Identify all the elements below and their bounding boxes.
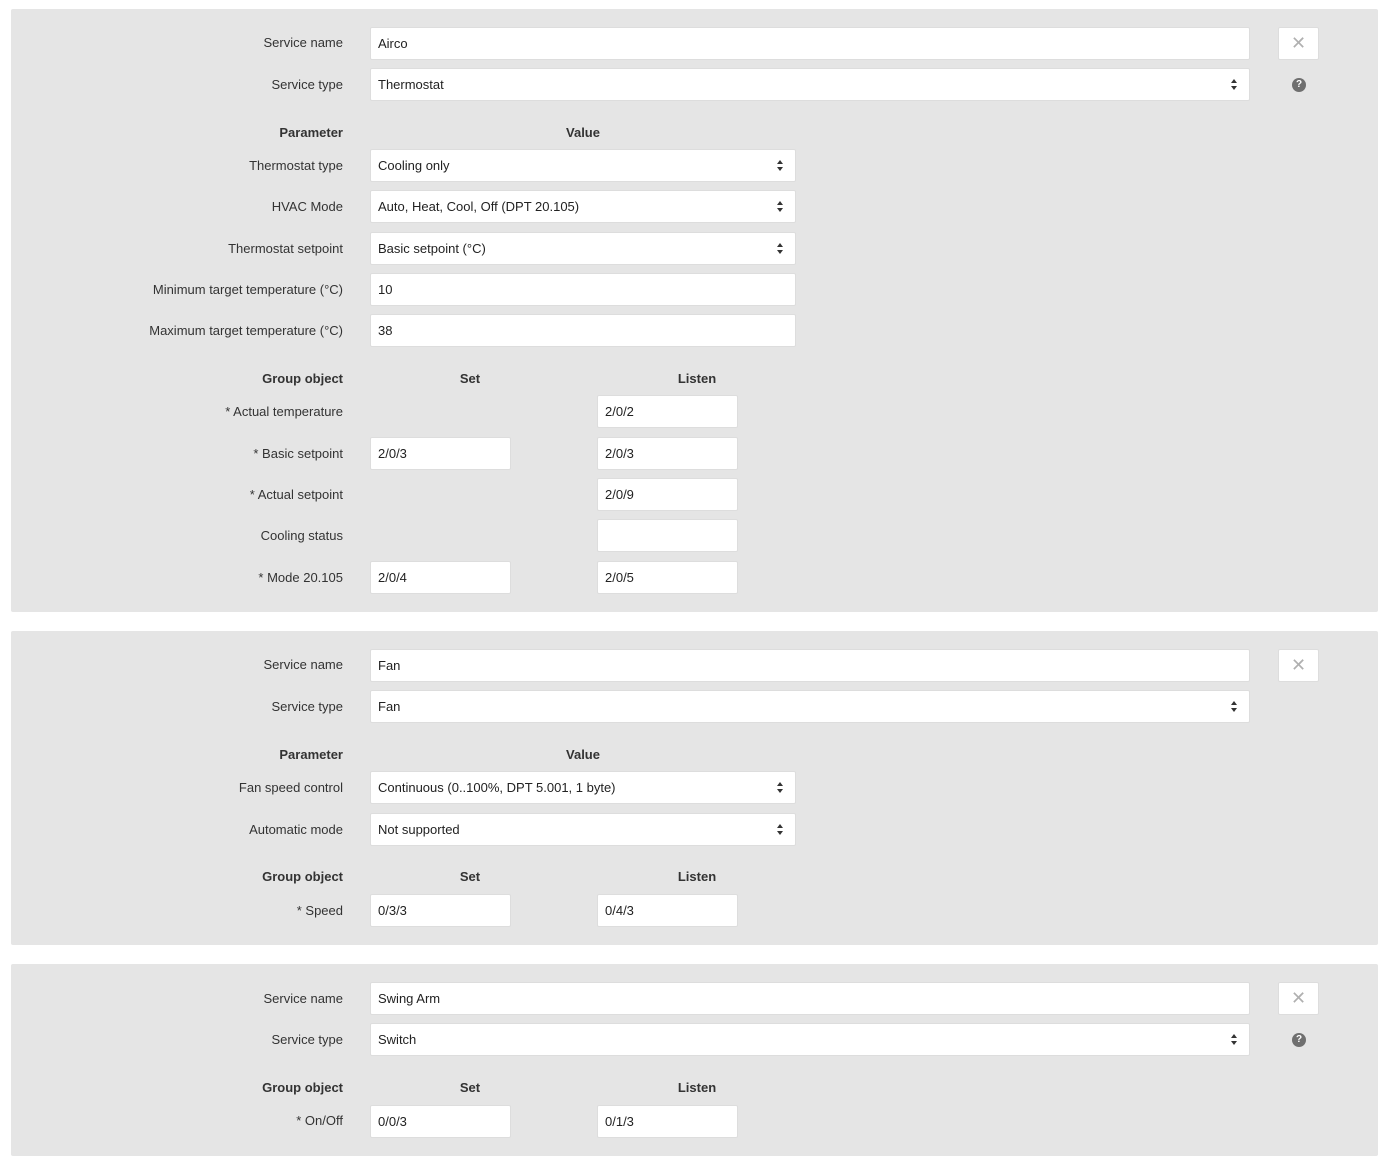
service-type-select[interactable]: Fan	[370, 690, 1250, 723]
service-type-select[interactable]: Switch	[370, 1023, 1250, 1056]
listen-address-input[interactable]: 0/4/3	[597, 894, 738, 927]
listen-header: Listen	[677, 371, 717, 386]
close-icon: ✕	[1290, 655, 1307, 675]
param-label: Thermostat setpoint	[228, 241, 343, 256]
set-address-input[interactable]: 2/0/3	[370, 437, 511, 470]
param-label: Maximum target temperature (°C)	[149, 323, 343, 338]
listen-address-input[interactable]: 2/0/2	[597, 395, 738, 428]
set-header: Set	[459, 1080, 481, 1095]
listen-address-input[interactable]	[597, 519, 738, 552]
object-label: Cooling status	[260, 528, 343, 543]
remove-service-button[interactable]	[1278, 27, 1319, 60]
object-label: * Actual setpoint	[249, 487, 343, 502]
listen-address-input[interactable]: 2/0/9	[597, 478, 738, 511]
listen-address-input[interactable]: 0/1/3	[597, 1105, 738, 1138]
remove-service-button[interactable]	[1278, 649, 1319, 682]
remove-service-button[interactable]	[1278, 982, 1319, 1015]
service-name-input[interactable]: Fan	[370, 649, 1250, 682]
service-name-label: Service name	[263, 991, 343, 1006]
service-panel-fan	[11, 631, 1378, 945]
object-label: * Actual temperature	[225, 404, 343, 419]
question-circle-icon[interactable]: ?	[1292, 78, 1306, 92]
service-type-label: Service type	[271, 77, 343, 92]
service-name-input[interactable]: Airco	[370, 27, 1250, 60]
service-panel-airco	[11, 9, 1378, 612]
service-name-input[interactable]: Swing Arm	[370, 982, 1250, 1015]
parameter-header: Parameter	[279, 747, 343, 762]
hvac-mode-select[interactable]: Auto, Heat, Cool, Off (DPT 20.105)	[370, 190, 796, 223]
listen-header: Listen	[677, 1080, 717, 1095]
object-label: * Speed	[296, 903, 343, 918]
param-label: Minimum target temperature (°C)	[152, 282, 343, 297]
listen-header: Listen	[677, 869, 717, 884]
service-type-label: Service type	[271, 699, 343, 714]
service-name-label: Service name	[263, 657, 343, 672]
automatic-mode-select[interactable]: Not supported	[370, 813, 796, 846]
value-header: Value	[566, 747, 600, 762]
value-header: Value	[566, 125, 600, 140]
set-address-input[interactable]: 0/3/3	[370, 894, 511, 927]
max-temperature-input[interactable]: 38	[370, 314, 796, 347]
service-type-label: Service type	[271, 1032, 343, 1047]
param-label: Fan speed control	[238, 780, 343, 795]
object-label: * Basic setpoint	[253, 446, 343, 461]
close-icon: ✕	[1290, 988, 1307, 1008]
question-circle-icon[interactable]: ?	[1292, 1033, 1306, 1047]
param-label: Thermostat type	[249, 158, 343, 173]
set-address-input[interactable]: 0/0/3	[370, 1105, 511, 1138]
object-label: * Mode 20.105	[258, 570, 343, 585]
close-icon: ✕	[1290, 33, 1307, 53]
service-name-label: Service name	[263, 35, 343, 50]
param-label: Automatic mode	[249, 822, 343, 837]
min-temperature-input[interactable]: 10	[370, 273, 796, 306]
parameter-header: Parameter	[279, 125, 343, 140]
listen-address-input[interactable]: 2/0/5	[597, 561, 738, 594]
group-object-header: Group object	[262, 371, 343, 386]
group-object-header: Group object	[262, 1080, 343, 1095]
object-label: * On/Off	[296, 1113, 343, 1128]
listen-address-input[interactable]: 2/0/3	[597, 437, 738, 470]
service-type-select[interactable]: Thermostat	[370, 68, 1250, 101]
thermostat-setpoint-select[interactable]: Basic setpoint (°C)	[370, 232, 796, 265]
set-header: Set	[459, 371, 481, 386]
param-label: HVAC Mode	[271, 199, 343, 214]
set-header: Set	[459, 869, 481, 884]
thermostat-type-select[interactable]: Cooling only	[370, 149, 796, 182]
fan-speed-control-select[interactable]: Continuous (0..100%, DPT 5.001, 1 byte)	[370, 771, 796, 804]
service-panel-swing-arm	[11, 964, 1378, 1156]
set-address-input[interactable]: 2/0/4	[370, 561, 511, 594]
group-object-header: Group object	[262, 869, 343, 884]
